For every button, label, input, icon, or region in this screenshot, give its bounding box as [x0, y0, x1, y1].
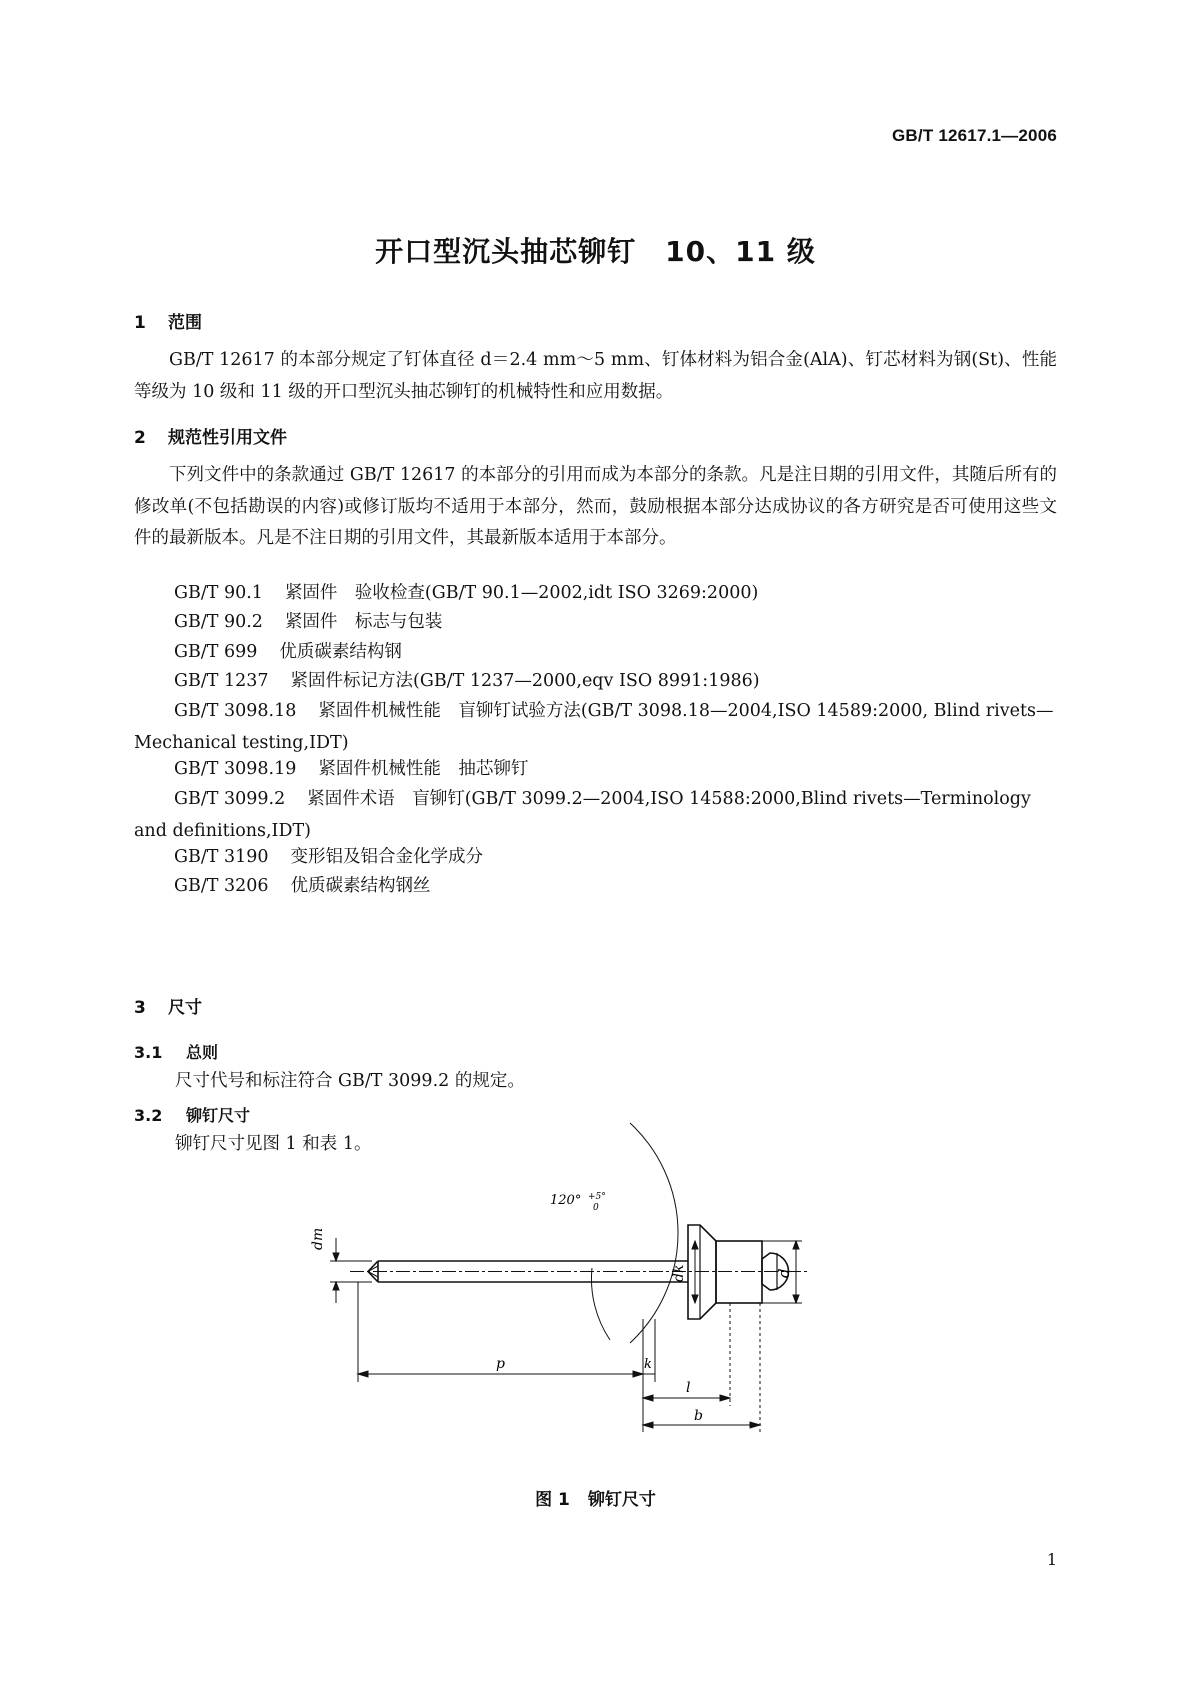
reference-text: 紧固件 验收检查(GB/T 90.1—2002,idt ISO 3269:2000): [284, 583, 759, 603]
reference-text: 优质碳素结构钢: [279, 642, 402, 662]
label-p: p: [496, 1356, 505, 1372]
reference-text: 优质碳素结构钢丝: [290, 876, 431, 896]
section-3-2-heading: [134, 1103, 250, 1126]
page-number: 1: [1046, 1550, 1057, 1569]
label-angle: 120°: [550, 1193, 582, 1208]
angle-arc: [630, 1123, 678, 1343]
section-2-body: 下列文件中的条款通过 GB/T 12617 的本部分的引用而成为本部分的条款。凡是注日期的引用文件，其随后所有的修改单(不包括勘误的内容)或修订版均不适用于本部分，然而，鼓励根据本部分达成协议的各方研究是否可使用这些文件的最新版本。凡是不注日期的引用文件，其最新版本适用于本部分。: [134, 465, 1057, 548]
subsection-title: 铆钉尺寸: [186, 1106, 251, 1125]
section-3-1-body: 尺寸代号和标注符合 GB/T 3099.2 的规定。: [175, 1071, 525, 1091]
reference-code: GB/T 3098.18: [174, 701, 297, 721]
reference-item: [134, 871, 1057, 903]
section-3-2-body: 铆钉尺寸见图 1 和表 1。: [175, 1134, 372, 1154]
subsection-title: 总则: [186, 1043, 219, 1062]
reference-item: [134, 637, 1057, 669]
figure-caption: [0, 1485, 1191, 1510]
reference-item: [134, 784, 1057, 847]
reference-text: 紧固件 标志与包装: [284, 612, 443, 632]
reference-text: 紧固件术语 盲铆钉(GB/T 3099.2—2004,ISO 14588:2000,Blind rivets—Terminology and definitions,IDT): [134, 789, 1031, 841]
section-title: 规范性引用文件: [168, 428, 287, 448]
figure-number: 图 1: [535, 1490, 570, 1510]
reference-code: GB/T 3190: [174, 847, 269, 867]
reference-item: [134, 578, 1057, 610]
reference-item: [134, 607, 1057, 639]
reference-text: 紧固件机械性能 抽芯铆钉: [318, 759, 529, 779]
standard-number: GB/T 12617.1—2006: [892, 126, 1057, 145]
reference-code: GB/T 90.2: [174, 612, 263, 632]
reference-code: GB/T 3098.19: [174, 759, 297, 779]
section-title: 尺寸: [168, 998, 202, 1018]
section-number: 3: [134, 998, 146, 1018]
reference-code: GB/T 3099.2: [174, 789, 286, 809]
subsection-number: 3.2: [134, 1106, 163, 1125]
label-k: k: [644, 1357, 652, 1372]
reference-text: 紧固件标记方法(GB/T 1237—2000,eqv ISO 8991:1986): [290, 671, 760, 691]
label-l: l: [686, 1380, 691, 1396]
reference-item: [134, 754, 1057, 786]
label-angle-tol-upper: +5°: [588, 1192, 606, 1202]
page-title: 开口型沉头抽芯铆钉 10、11 级: [375, 235, 816, 268]
label-d: d: [775, 1268, 793, 1278]
reference-code: GB/T 699: [174, 642, 258, 662]
section-3-1-heading: [134, 1040, 218, 1063]
reference-text: 变形铝及铝合金化学成分: [290, 847, 484, 867]
label-b: b: [694, 1408, 703, 1424]
rivet-dimension-diagram: [310, 1192, 830, 1448]
reference-item: [134, 666, 1057, 698]
section-1-heading: [134, 308, 202, 333]
label-dm: dm: [310, 1227, 326, 1250]
figure-caption-text: 铆钉尺寸: [587, 1490, 656, 1510]
section-1-body: GB/T 12617 的本部分规定了钉体直径 d＝2.4 mm～5 mm、钉体材料为铝合金(AlA)、钉芯材料为钢(St)、性能等级为 10 级和 11 级的开口型沉头抽芯铆钉的机械特性和应用数据。: [134, 350, 1057, 402]
reference-text: 紧固件机械性能 盲铆钉试验方法(GB/T 3098.18—2004,ISO 14589:2000, Blind rivets—Mechanical testing,IDT): [134, 701, 1054, 753]
reference-item: [134, 696, 1057, 759]
section-2-heading: [134, 423, 287, 448]
label-dk: dk: [671, 1264, 687, 1282]
section-number: 1: [134, 313, 146, 333]
section-title: 范围: [168, 313, 202, 333]
section-number: 2: [134, 428, 146, 448]
label-angle-tol-lower: 0: [593, 1203, 599, 1213]
reference-code: GB/T 1237: [174, 671, 269, 691]
reference-code: GB/T 3206: [174, 876, 269, 896]
reference-code: GB/T 90.1: [174, 583, 263, 603]
subsection-number: 3.1: [134, 1043, 163, 1062]
section-3-heading: [134, 993, 202, 1018]
reference-item: [134, 842, 1057, 874]
